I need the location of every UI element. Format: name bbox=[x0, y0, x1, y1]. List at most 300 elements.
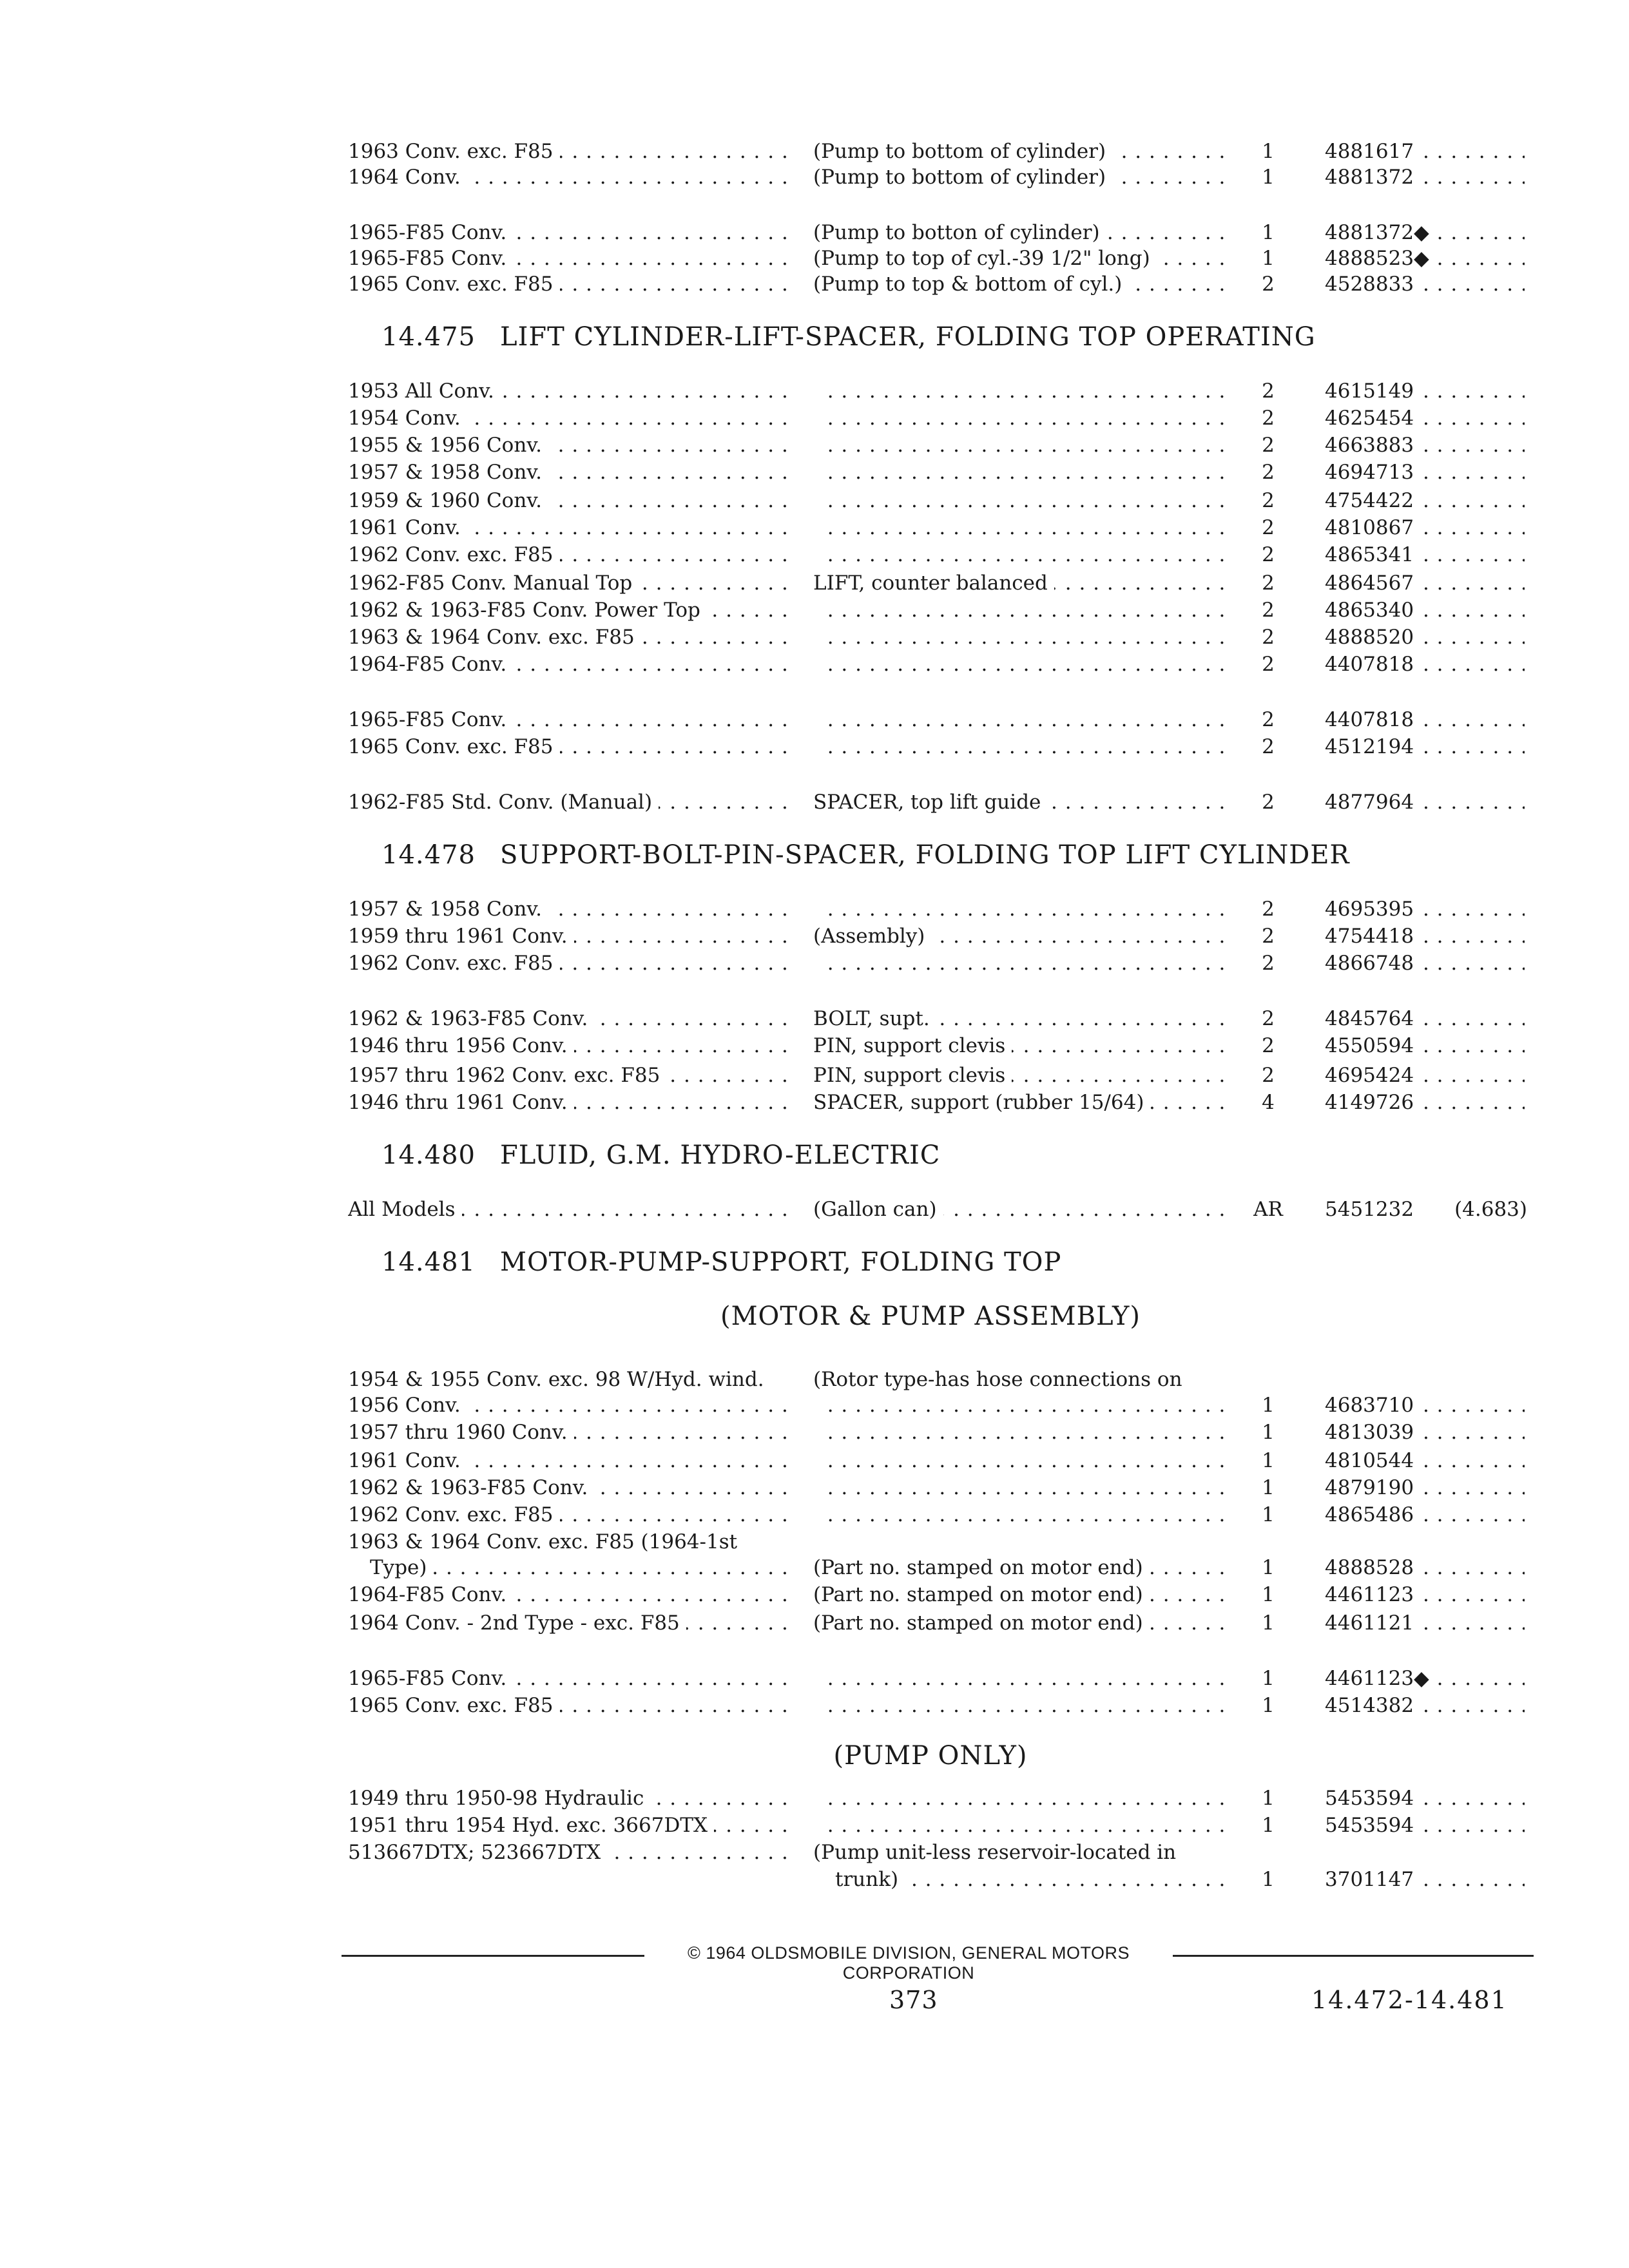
section-number: 14.480 bbox=[381, 1140, 476, 1170]
description-cell bbox=[813, 513, 1226, 543]
part-number: 4694713 bbox=[1325, 461, 1420, 484]
part-row bbox=[0, 1500, 1629, 1530]
description-text: (Gallon can) bbox=[813, 1198, 943, 1221]
application-text: 1954 Conv. bbox=[348, 407, 467, 430]
part-row bbox=[0, 513, 1629, 543]
part-number: 4888520 bbox=[1325, 626, 1420, 649]
part-number: 4754418 bbox=[1325, 925, 1420, 948]
description-cell bbox=[813, 1004, 1226, 1033]
part-number-cell bbox=[1325, 403, 1525, 433]
application-text: 1946 thru 1956 Conv. bbox=[348, 1034, 574, 1057]
part-number: 4512194 bbox=[1325, 735, 1420, 758]
application-cell bbox=[348, 595, 786, 625]
description-text bbox=[813, 1394, 820, 1417]
part-number-cell bbox=[1325, 921, 1525, 951]
part-number-cell bbox=[1325, 1088, 1525, 1117]
part-number: 4881372 bbox=[1325, 166, 1420, 189]
description-cell bbox=[813, 457, 1226, 487]
description-cell bbox=[813, 1580, 1226, 1610]
application-text: 1965 Conv. exc. F85 bbox=[348, 1694, 560, 1717]
quantity-cell: 1 bbox=[1262, 1394, 1275, 1417]
application-cell bbox=[348, 1838, 786, 1867]
part-number: 4888528 bbox=[1325, 1556, 1420, 1579]
quantity-cell: 2 bbox=[1262, 653, 1275, 676]
part-number-cell bbox=[1325, 1473, 1525, 1503]
part-number: 5453594 bbox=[1325, 1787, 1420, 1810]
application-cell bbox=[348, 1608, 786, 1638]
description-text bbox=[813, 1814, 820, 1837]
application-cell bbox=[348, 1004, 786, 1033]
quantity-cell: 2 bbox=[1262, 572, 1275, 595]
quantity-cell: 1 bbox=[1262, 247, 1275, 270]
part-number-cell bbox=[1325, 732, 1525, 762]
description-text bbox=[813, 516, 820, 539]
description-cell bbox=[813, 403, 1226, 433]
application-cell bbox=[348, 403, 786, 433]
application-cell bbox=[348, 513, 786, 543]
part-row bbox=[0, 430, 1629, 460]
description-text bbox=[813, 1449, 820, 1472]
section-number: 14.478 bbox=[381, 840, 476, 870]
part-number: 4865486 bbox=[1325, 1503, 1420, 1526]
part-row bbox=[0, 540, 1629, 570]
description-cell bbox=[813, 595, 1226, 625]
part-number: 4683710 bbox=[1325, 1394, 1420, 1417]
part-number: 4514382 bbox=[1325, 1694, 1420, 1717]
description-cell bbox=[813, 948, 1226, 978]
quantity-cell: 2 bbox=[1262, 626, 1275, 649]
part-row bbox=[0, 1664, 1629, 1693]
quantity-cell: 2 bbox=[1262, 434, 1275, 457]
part-row bbox=[0, 622, 1629, 652]
part-number-cell bbox=[1325, 568, 1525, 598]
description-cell bbox=[813, 1365, 1226, 1394]
quantity-cell: 2 bbox=[1262, 1064, 1275, 1087]
part-number-cell bbox=[1325, 1580, 1525, 1610]
application-cell bbox=[348, 1195, 786, 1224]
part-row bbox=[0, 649, 1629, 679]
application-cell bbox=[348, 1500, 786, 1530]
part-number-cell bbox=[1325, 162, 1525, 192]
part-number-cell bbox=[1325, 1446, 1525, 1475]
part-row bbox=[0, 1195, 1629, 1224]
description-text bbox=[813, 434, 820, 457]
part-number-cell bbox=[1325, 1783, 1525, 1813]
description-text: (Pump to bottom of cylinder) bbox=[813, 140, 1112, 163]
quantity-cell: 1 bbox=[1262, 1611, 1275, 1635]
part-number: 4810544 bbox=[1325, 1449, 1420, 1472]
part-number: 4625454 bbox=[1325, 407, 1420, 430]
part-number: 4865341 bbox=[1325, 543, 1420, 566]
part-row bbox=[0, 1446, 1629, 1475]
part-row bbox=[0, 1811, 1629, 1840]
application-text: 1959 thru 1961 Conv. bbox=[348, 925, 574, 948]
part-row bbox=[0, 1865, 1629, 1894]
quantity-cell: 1 bbox=[1262, 1583, 1275, 1606]
application-cell bbox=[348, 1446, 786, 1475]
quantity-cell: 2 bbox=[1262, 543, 1275, 566]
part-number: 4754422 bbox=[1325, 489, 1420, 512]
application-text: 1965-F85 Conv. bbox=[348, 247, 513, 270]
application-cell bbox=[348, 1865, 786, 1894]
application-text: 1964 Conv. - 2nd Type - exc. F85 bbox=[348, 1611, 686, 1635]
application-cell bbox=[348, 1580, 786, 1610]
part-row bbox=[0, 1418, 1629, 1447]
application-cell bbox=[348, 1553, 786, 1582]
cross-reference-note: (4.683) bbox=[1454, 1198, 1527, 1221]
part-row bbox=[0, 732, 1629, 762]
part-row bbox=[0, 1061, 1629, 1090]
application-text: 1962 Conv. exc. F85 bbox=[348, 543, 560, 566]
application-text: 513667DTX; 523667DTX bbox=[348, 1841, 607, 1864]
part-number: 4881372◆ bbox=[1325, 221, 1436, 244]
quantity-cell: 2 bbox=[1262, 791, 1275, 814]
description-text: trunk) bbox=[813, 1868, 905, 1891]
description-text: (Rotor type-has hose connections on bbox=[813, 1368, 1189, 1391]
description-text bbox=[813, 735, 820, 758]
part-number-cell bbox=[1325, 894, 1525, 924]
description-cell bbox=[813, 1446, 1226, 1475]
description-cell bbox=[813, 622, 1226, 652]
quantity-cell: 2 bbox=[1262, 1034, 1275, 1057]
description-cell bbox=[813, 1031, 1226, 1061]
part-number: 4810867 bbox=[1325, 516, 1420, 539]
description-text: (Pump unit-less reservoir-located in bbox=[813, 1841, 1182, 1864]
description-text: (Part no. stamped on motor end) bbox=[813, 1583, 1150, 1606]
copyright-notice: © 1964 OLDSMOBILE DIVISION, GENERAL MOTORS CORPORATION bbox=[687, 1943, 1130, 1983]
description-text: BOLT, supt. bbox=[813, 1007, 936, 1030]
part-number-cell bbox=[1325, 1031, 1525, 1061]
part-row bbox=[0, 595, 1629, 625]
application-cell bbox=[348, 1473, 786, 1503]
part-number: 4615149 bbox=[1325, 380, 1420, 403]
part-number-cell bbox=[1325, 1195, 1428, 1224]
quantity-cell: 2 bbox=[1262, 407, 1275, 430]
description-cell bbox=[813, 1608, 1226, 1638]
application-text: 1963 & 1964 Conv. exc. F85 bbox=[348, 626, 641, 649]
part-number: 4864567 bbox=[1325, 572, 1420, 595]
part-row bbox=[0, 1553, 1629, 1582]
quantity-cell: 1 bbox=[1262, 1814, 1275, 1837]
description-cell bbox=[813, 1473, 1226, 1503]
application-cell bbox=[348, 1418, 786, 1447]
application-text: 1965 Conv. exc. F85 bbox=[348, 735, 560, 758]
application-text: 1957 thru 1960 Conv. bbox=[348, 1421, 574, 1444]
application-cell bbox=[348, 622, 786, 652]
description-text bbox=[813, 489, 820, 512]
subsection-heading bbox=[0, 1302, 1629, 1331]
application-text: 1961 Conv. bbox=[348, 516, 467, 539]
description-text bbox=[813, 1503, 820, 1526]
description-text bbox=[813, 653, 820, 676]
description-cell bbox=[813, 1865, 1226, 1894]
quantity-cell: 1 bbox=[1262, 1556, 1275, 1579]
part-number-cell bbox=[1325, 705, 1525, 735]
part-number-cell bbox=[1325, 376, 1525, 406]
description-text bbox=[813, 461, 820, 484]
description-cell bbox=[813, 732, 1226, 762]
application-text: 1965-F85 Conv. bbox=[348, 708, 513, 731]
description-cell bbox=[813, 649, 1226, 679]
description-text bbox=[813, 380, 820, 403]
part-number: 4866748 bbox=[1325, 952, 1420, 975]
description-text: (Pump to top of cyl.-39 1/2" long) bbox=[813, 247, 1157, 270]
application-text: 1953 All Conv. bbox=[348, 380, 501, 403]
application-text: 1949 thru 1950-98 Hydraulic bbox=[348, 1787, 650, 1810]
application-cell bbox=[348, 1527, 786, 1557]
application-text: All Models bbox=[348, 1198, 462, 1221]
description-text: (Part no. stamped on motor end) bbox=[813, 1611, 1150, 1635]
application-cell bbox=[348, 430, 786, 460]
quantity-cell: AR bbox=[1253, 1198, 1283, 1221]
application-cell bbox=[348, 732, 786, 762]
description-text bbox=[813, 1694, 820, 1717]
application-text: 1962-F85 Std. Conv. (Manual) bbox=[348, 791, 659, 814]
application-cell bbox=[348, 649, 786, 679]
part-row bbox=[0, 568, 1629, 598]
application-text: 1955 & 1956 Conv. bbox=[348, 434, 548, 457]
description-cell bbox=[813, 269, 1226, 299]
description-cell bbox=[813, 540, 1226, 570]
part-number: 4888523◆ bbox=[1325, 247, 1436, 270]
description-text bbox=[813, 1476, 820, 1499]
part-number-cell bbox=[1325, 1390, 1525, 1420]
description-text: LIFT, counter balanced bbox=[813, 572, 1054, 595]
part-number: 5451232 bbox=[1325, 1198, 1420, 1221]
application-cell bbox=[348, 787, 786, 817]
description-cell bbox=[813, 430, 1226, 460]
quantity-cell: 2 bbox=[1262, 489, 1275, 512]
description-text bbox=[813, 626, 820, 649]
subsection-heading-text: (MOTOR & PUMP ASSEMBLY) bbox=[720, 1302, 1141, 1331]
application-cell bbox=[348, 486, 786, 515]
description-cell bbox=[813, 1838, 1226, 1867]
part-row bbox=[0, 457, 1629, 487]
part-row bbox=[0, 486, 1629, 515]
application-cell bbox=[348, 269, 786, 299]
part-row bbox=[0, 269, 1629, 299]
part-number: 4461123◆ bbox=[1325, 1667, 1436, 1690]
application-text: 1954 & 1955 Conv. exc. 98 W/Hyd. wind. bbox=[348, 1368, 771, 1391]
description-cell bbox=[813, 787, 1226, 817]
description-cell bbox=[813, 568, 1226, 598]
application-cell bbox=[348, 376, 786, 406]
application-text bbox=[348, 1868, 354, 1891]
application-text: 1962 Conv. exc. F85 bbox=[348, 952, 560, 975]
quantity-cell: 1 bbox=[1262, 1667, 1275, 1690]
footer-rule-right bbox=[1173, 1955, 1534, 1957]
description-text bbox=[813, 708, 820, 731]
description-text bbox=[813, 1421, 820, 1444]
description-text: PIN, support clevis bbox=[813, 1034, 1012, 1057]
application-text: 1963 Conv. exc. F85 bbox=[348, 140, 560, 163]
part-number: 4149726 bbox=[1325, 1091, 1420, 1114]
quantity-cell: 2 bbox=[1262, 952, 1275, 975]
description-cell bbox=[813, 1061, 1226, 1090]
application-cell bbox=[348, 457, 786, 487]
part-number: 4663883 bbox=[1325, 434, 1420, 457]
description-cell bbox=[813, 1500, 1226, 1530]
part-number: 4695424 bbox=[1325, 1064, 1420, 1087]
quantity-cell: 2 bbox=[1262, 735, 1275, 758]
part-number-cell bbox=[1325, 595, 1525, 625]
application-cell bbox=[348, 1061, 786, 1090]
part-number: 4550594 bbox=[1325, 1034, 1420, 1057]
application-text: 1957 & 1958 Conv. bbox=[348, 461, 548, 484]
section-title: SUPPORT-BOLT-PIN-SPACER, FOLDING TOP LIFT CYLINDER bbox=[500, 840, 1350, 870]
quantity-cell: 2 bbox=[1262, 708, 1275, 731]
application-text: 1962 Conv. exc. F85 bbox=[348, 1503, 560, 1526]
application-text: 1951 thru 1954 Hyd. exc. 3667DTX bbox=[348, 1814, 714, 1837]
part-number: 4845764 bbox=[1325, 1007, 1420, 1030]
page-section-range: 14.472-14.481 bbox=[1311, 1986, 1508, 2014]
part-number-cell bbox=[1325, 1865, 1525, 1894]
application-text: 1965-F85 Conv. bbox=[348, 221, 513, 244]
subsection-heading-text: (PUMP ONLY) bbox=[833, 1741, 1028, 1771]
part-number-cell bbox=[1325, 1691, 1525, 1720]
part-number-cell bbox=[1325, 1061, 1525, 1090]
description-cell bbox=[813, 1664, 1226, 1693]
application-cell bbox=[348, 921, 786, 951]
description-text bbox=[813, 1787, 820, 1810]
description-text: (Part no. stamped on motor end) bbox=[813, 1556, 1150, 1579]
application-text: 1957 & 1958 Conv. bbox=[348, 898, 548, 921]
application-text: 1962 & 1963-F85 Conv. bbox=[348, 1476, 594, 1499]
application-cell bbox=[348, 894, 786, 924]
part-number-cell bbox=[1325, 430, 1525, 460]
description-text: SPACER, support (rubber 15/64) bbox=[813, 1091, 1150, 1114]
description-cell bbox=[813, 894, 1226, 924]
part-number: 4881617 bbox=[1325, 140, 1420, 163]
part-number-cell bbox=[1325, 1418, 1525, 1447]
application-cell bbox=[348, 540, 786, 570]
part-number: 4695395 bbox=[1325, 898, 1420, 921]
part-number: 3701147 bbox=[1325, 1868, 1420, 1891]
quantity-cell: 2 bbox=[1262, 273, 1275, 296]
section-number: 14.481 bbox=[381, 1247, 476, 1277]
application-text: 1959 & 1960 Conv. bbox=[348, 489, 548, 512]
part-row bbox=[0, 1031, 1629, 1061]
subsection-heading bbox=[0, 1741, 1629, 1771]
part-row bbox=[0, 894, 1629, 924]
description-cell bbox=[813, 162, 1226, 192]
part-row bbox=[0, 921, 1629, 951]
part-row bbox=[0, 705, 1629, 735]
description-text bbox=[813, 407, 820, 430]
application-text: 1965 Conv. exc. F85 bbox=[348, 273, 560, 296]
part-number-cell bbox=[1325, 1500, 1525, 1530]
part-row bbox=[0, 162, 1629, 192]
quantity-cell: 1 bbox=[1262, 1421, 1275, 1444]
part-number-cell bbox=[1325, 540, 1525, 570]
description-cell bbox=[813, 1088, 1226, 1117]
description-text bbox=[813, 543, 820, 566]
section-number: 14.475 bbox=[381, 322, 476, 352]
part-number: 4865340 bbox=[1325, 599, 1420, 622]
application-cell bbox=[348, 1390, 786, 1420]
quantity-cell: 1 bbox=[1262, 1449, 1275, 1472]
part-number-cell bbox=[1325, 457, 1525, 487]
application-cell bbox=[348, 1031, 786, 1061]
part-number-cell bbox=[1325, 269, 1525, 299]
application-text: 1963 & 1964 Conv. exc. F85 (1964-1st bbox=[348, 1530, 744, 1553]
description-text: (Pump to top & bottom of cyl.) bbox=[813, 273, 1128, 296]
application-cell bbox=[348, 1365, 786, 1394]
section-title: MOTOR-PUMP-SUPPORT, FOLDING TOP bbox=[500, 1247, 1062, 1277]
part-row bbox=[0, 403, 1629, 433]
quantity-cell: 1 bbox=[1262, 1868, 1275, 1891]
part-row bbox=[0, 376, 1629, 406]
part-row bbox=[0, 787, 1629, 817]
footer-rule-left bbox=[342, 1955, 644, 1957]
part-number-cell bbox=[1325, 486, 1525, 515]
part-row bbox=[0, 1390, 1629, 1420]
application-text: 1964-F85 Conv. bbox=[348, 1583, 513, 1606]
description-cell bbox=[813, 1418, 1226, 1447]
application-cell bbox=[348, 1088, 786, 1117]
part-number-cell bbox=[1325, 948, 1525, 978]
part-row bbox=[0, 1473, 1629, 1503]
application-text: 1956 Conv. bbox=[348, 1394, 467, 1417]
description-cell bbox=[813, 486, 1226, 515]
quantity-cell: 2 bbox=[1262, 599, 1275, 622]
application-cell bbox=[348, 948, 786, 978]
application-cell bbox=[348, 568, 786, 598]
quantity-cell: 2 bbox=[1262, 925, 1275, 948]
quantity-cell: 2 bbox=[1262, 461, 1275, 484]
description-cell bbox=[813, 1783, 1226, 1813]
part-number-cell bbox=[1325, 1811, 1525, 1840]
application-text: 1946 thru 1961 Conv. bbox=[348, 1091, 574, 1114]
description-text: PIN, support clevis bbox=[813, 1064, 1012, 1087]
part-number: 4528833 bbox=[1325, 273, 1420, 296]
application-cell bbox=[348, 1783, 786, 1813]
description-text bbox=[813, 898, 820, 921]
description-cell bbox=[813, 1553, 1226, 1582]
quantity-cell: 1 bbox=[1262, 140, 1275, 163]
part-number: 4879190 bbox=[1325, 1476, 1420, 1499]
quantity-cell: 4 bbox=[1262, 1091, 1275, 1114]
part-number-cell bbox=[1325, 513, 1525, 543]
application-text: 1962 & 1963-F85 Conv. bbox=[348, 1007, 594, 1030]
description-text: (Pump to botton of cylinder) bbox=[813, 221, 1106, 244]
section-title: LIFT CYLINDER-LIFT-SPACER, FOLDING TOP OPERATING bbox=[500, 322, 1316, 352]
description-cell bbox=[813, 705, 1226, 735]
part-number-cell bbox=[1325, 1664, 1525, 1693]
application-text: 1962 & 1963-F85 Conv. Power Top bbox=[348, 599, 707, 622]
section-title: FLUID, G.M. HYDRO-ELECTRIC bbox=[500, 1140, 941, 1170]
quantity-cell bbox=[1242, 1838, 1294, 1867]
quantity-cell: 1 bbox=[1262, 221, 1275, 244]
application-text: 1964 Conv. bbox=[348, 166, 467, 189]
part-number-cell bbox=[1325, 1004, 1525, 1033]
part-number: 4407818 bbox=[1325, 653, 1420, 676]
quantity-cell: 2 bbox=[1262, 516, 1275, 539]
application-cell bbox=[348, 705, 786, 735]
quantity-cell: 1 bbox=[1262, 1476, 1275, 1499]
part-number-cell bbox=[1325, 622, 1525, 652]
description-text bbox=[813, 1530, 820, 1553]
part-number: 4461123 bbox=[1325, 1583, 1420, 1606]
part-row bbox=[0, 1691, 1629, 1720]
quantity-cell: 1 bbox=[1262, 1694, 1275, 1717]
application-cell bbox=[348, 1811, 786, 1840]
description-cell bbox=[813, 376, 1226, 406]
part-number: 4877964 bbox=[1325, 791, 1420, 814]
description-cell bbox=[813, 1390, 1226, 1420]
description-text bbox=[813, 952, 820, 975]
part-number: 4813039 bbox=[1325, 1421, 1420, 1444]
